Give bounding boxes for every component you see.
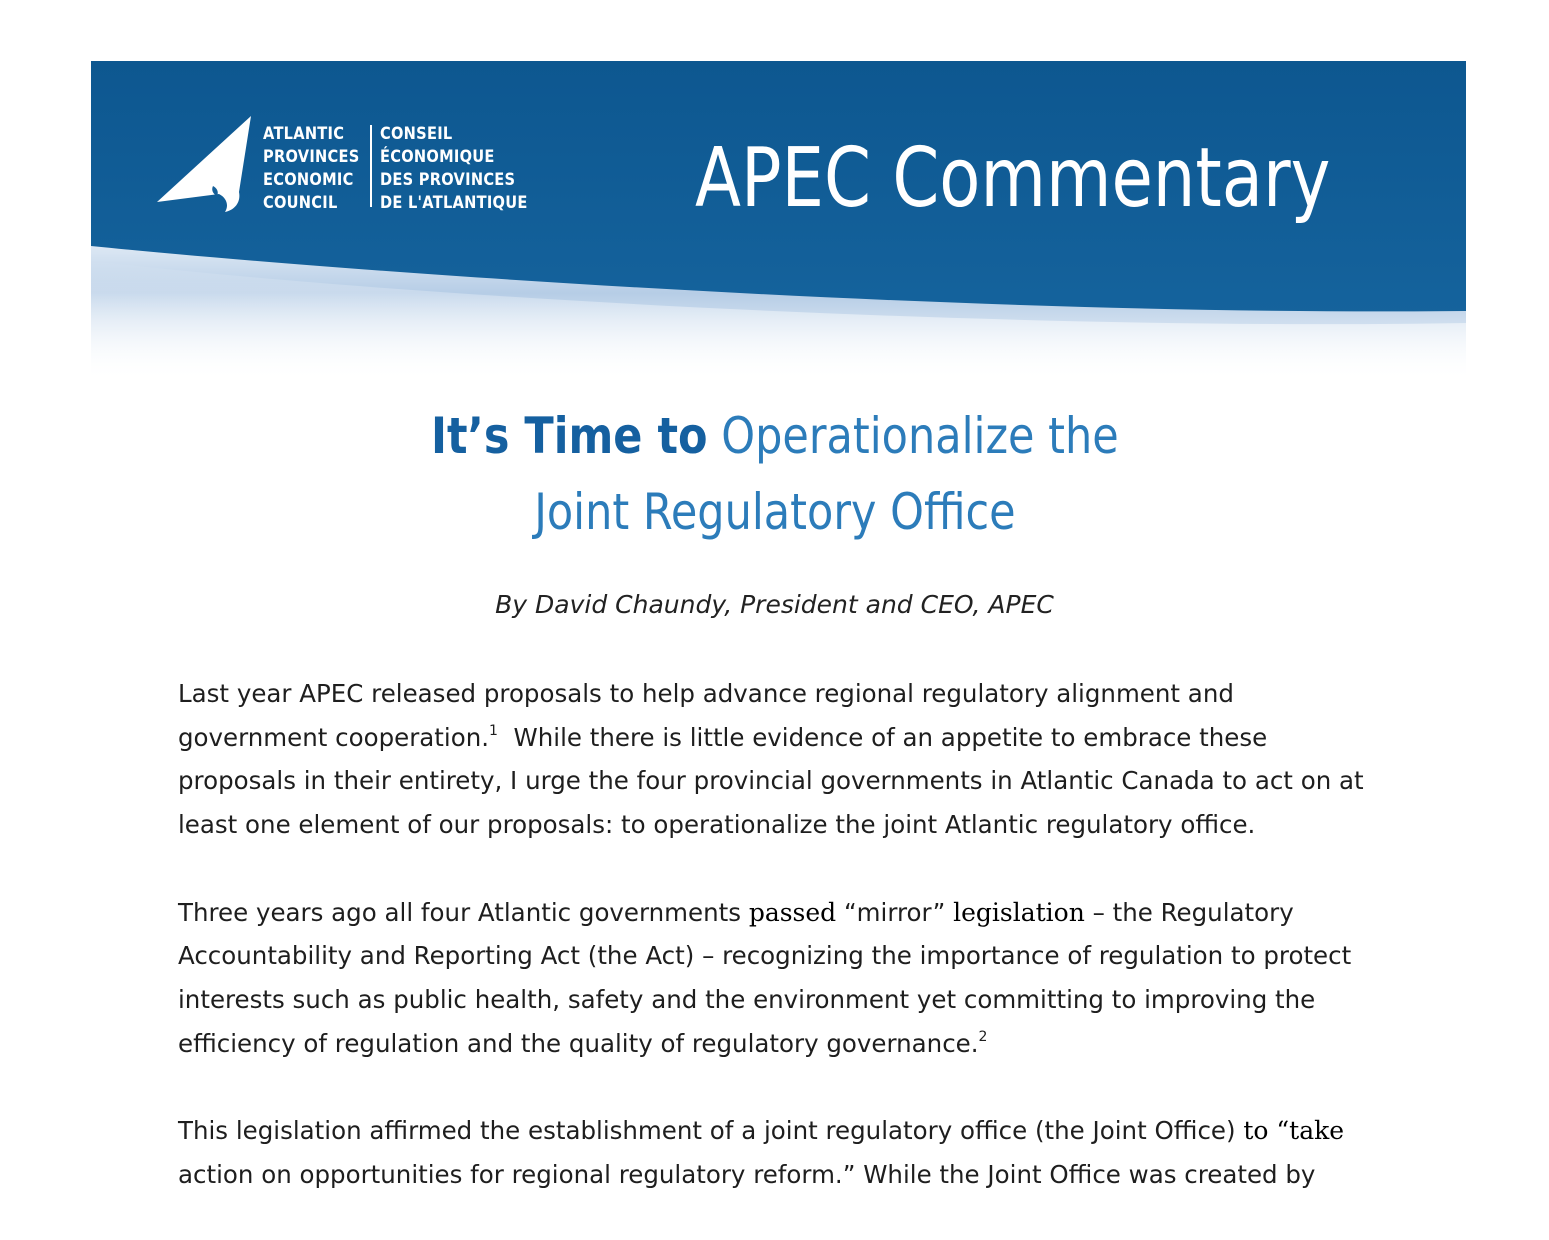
headline-light-part: Operationalize the xyxy=(720,407,1119,465)
paragraph-line: least one element of our proposals: to operationalize the joint Atlantic regulatory office. xyxy=(178,810,1256,840)
paragraph-2 xyxy=(178,891,1368,1066)
text-span: government cooperation. xyxy=(178,722,490,752)
paragraph-line: interests such as public health, safety and the environment yet committing to improving the xyxy=(178,984,1316,1014)
banner-title: APEC Commentary xyxy=(695,131,1331,226)
footnote-ref-1[interactable]: 1 xyxy=(489,722,498,739)
text-span: Three years ago all four Atlantic governments xyxy=(178,897,749,927)
text-span: to “take xyxy=(1243,1116,1345,1145)
apec-logo-icon xyxy=(155,116,255,216)
footnote-ref-2[interactable]: 2 xyxy=(978,1028,988,1045)
text-span: legislation xyxy=(953,897,1085,927)
article-headline xyxy=(0,398,1549,550)
paragraph-line: Accountability and Reporting Act (the Act) – recognizing the importance of regulation to protect xyxy=(178,941,1352,971)
text-span: While there is little evidence of an appetite to embrace these xyxy=(497,722,1268,752)
headline-bold-part: It’s Time to xyxy=(430,407,708,465)
logo-name-english: ATLANTIC PROVINCES ECONOMIC COUNCIL xyxy=(263,124,360,213)
paragraph-line: action on opportunities for regional regulatory reform.” While the Joint Office was created by xyxy=(178,1159,1316,1189)
text-span: – the Regulatory xyxy=(1084,897,1294,927)
paragraph-line xyxy=(178,1022,1368,1066)
text-span: This legislation affirmed the establishment of a joint regulatory office (the Joint Office) xyxy=(178,1116,1244,1145)
paragraph-line: Last year APEC released proposals to help advance regional regulatory alignment and xyxy=(178,679,1234,708)
logo-divider xyxy=(370,125,372,207)
headline-second-line: Joint Regulatory Office xyxy=(533,483,1016,541)
paragraph-line: proposals in their entirety, I urge the four provincial governments in Atlantic Canada to act on at xyxy=(178,766,1364,796)
logo-name-french: CONSEIL ÉCONOMIQUE DES PROVINCES DE L'ATLANTIQUE xyxy=(380,124,528,213)
article-byline: By David Chaundy, President and CEO, APEC xyxy=(495,590,1054,619)
paragraph-line xyxy=(178,716,1368,760)
text-span: passed xyxy=(748,897,837,927)
paragraph-1 xyxy=(178,672,1368,847)
paragraph-line xyxy=(178,891,1368,935)
article-body xyxy=(178,672,1368,1240)
text-span: efficiency of regulation and the quality of regulatory governance. xyxy=(178,1028,979,1058)
paragraph-line xyxy=(178,1109,1368,1153)
header-banner xyxy=(91,61,1466,381)
paragraph-3 xyxy=(178,1109,1368,1196)
text-span: “mirror” xyxy=(836,897,954,927)
